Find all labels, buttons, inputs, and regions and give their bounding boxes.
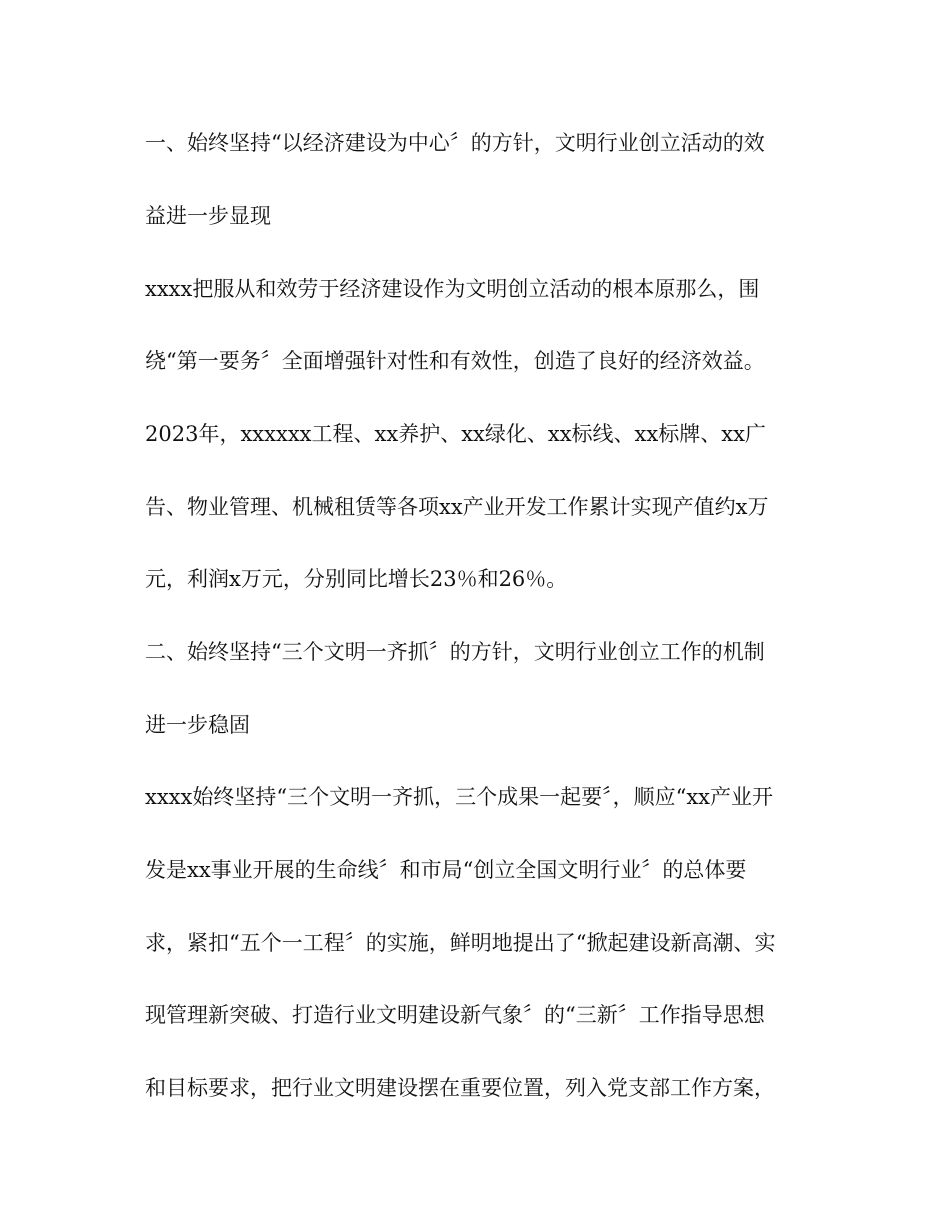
- paragraph-1-line-2: 绕“第一要务〞全面增强针对性和有效性，创造了良好的经济效益。: [145, 349, 765, 373]
- heading-2-line-2: 进一步稳固: [145, 713, 250, 737]
- paragraph-1-line-4: 告、物业管理、机械租赁等各项xx产业开发工作累计实现产值约x万: [145, 495, 769, 519]
- paragraph-2-line-1: xxxx始终坚持“三个文明一齐抓，三个成果一起要〞，顺应“xx产业开: [145, 785, 774, 809]
- paragraph-2-line-3: 求，紧扣“五个一工程〞的实施，鲜明地提出了“掀起建设新高潮、实: [145, 931, 776, 955]
- heading-2-line-1: 二、始终坚持“三个文明一齐抓〞的方针，文明行业创立工作的机制: [145, 640, 765, 664]
- heading-1-line-2: 益进一步显现: [145, 204, 271, 228]
- paragraph-2-line-2: 发是xx事业开展的生命线〞和市局“创立全国文明行业〞的总体要: [145, 858, 747, 882]
- paragraph-2-line-4: 现管理新突破、打造行业文明建设新气象〞的“三新〞工作指导思想: [145, 1003, 765, 1027]
- paragraph-2-line-5: 和目标要求，把行业文明建设摆在重要位置，列入党支部工作方案，: [145, 1076, 775, 1100]
- paragraph-1-line-5: 元，利润x万元，分别同比增长23％和26％。: [145, 567, 568, 591]
- heading-1-line-1: 一、始终坚持“以经济建设为中心〞的方针，文明行业创立活动的效: [145, 131, 765, 155]
- paragraph-1-line-1: xxxx把服从和效劳于经济建设作为文明创立活动的根本原那么，围: [145, 277, 760, 301]
- paragraph-1-line-3: 2023年，xxxxxx工程、xx养护、xx绿化、xx标线、xx标牌、xx广: [145, 422, 766, 446]
